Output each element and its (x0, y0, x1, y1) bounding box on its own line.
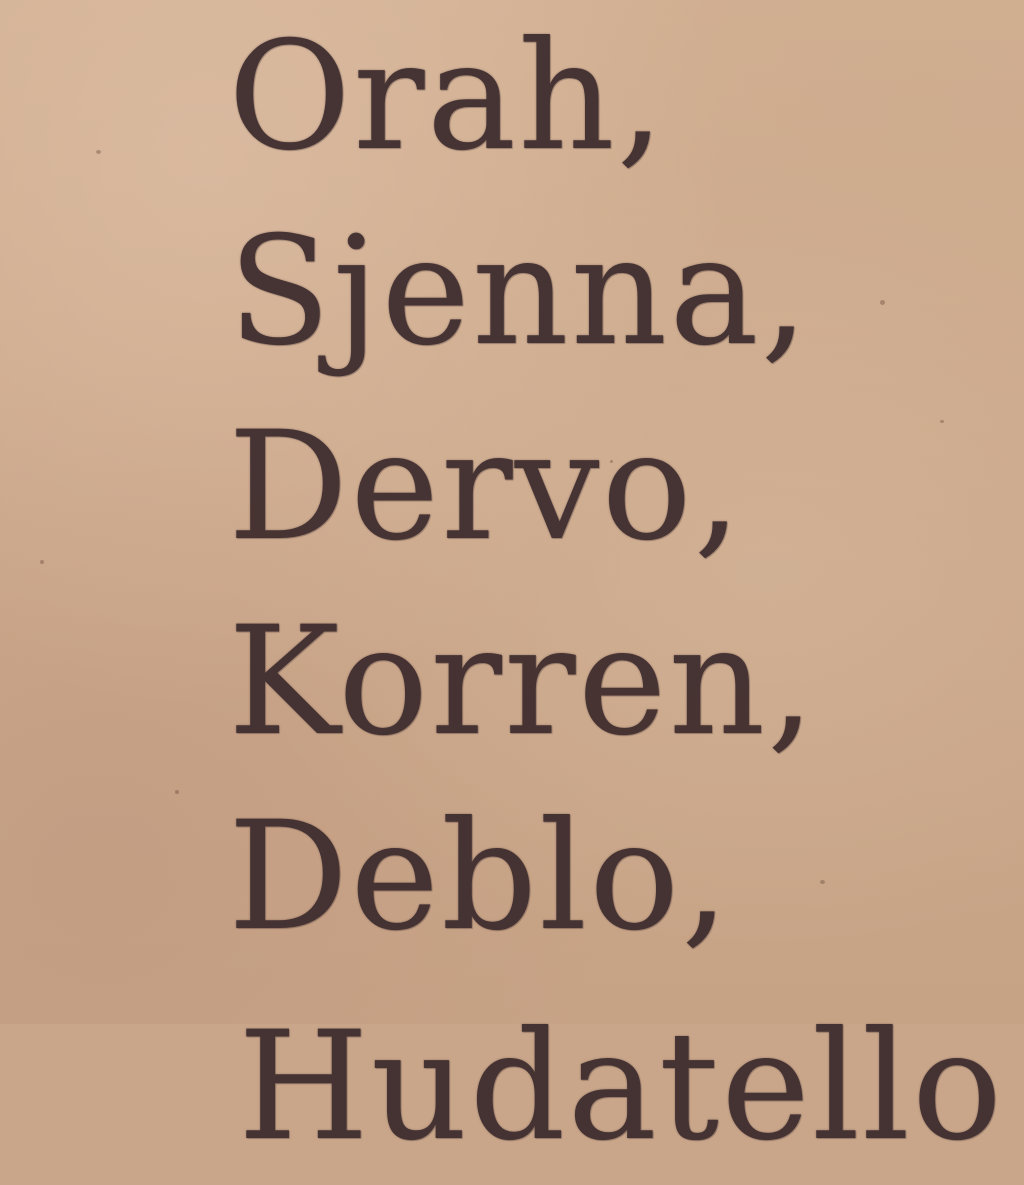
paper-speck (175, 790, 179, 794)
word-line: Dervo, (228, 400, 744, 574)
word-line: Deblo, (228, 790, 732, 964)
paper-speck (940, 420, 944, 423)
paper-speck (96, 150, 101, 154)
paper-speck (40, 560, 44, 564)
word-line: Korren, (228, 595, 817, 769)
paper-speck (820, 880, 825, 884)
word-list (228, 0, 1005, 1174)
cut-off-word-line: Hudatello (238, 1000, 1005, 1174)
word-line: Sjenna, (228, 205, 811, 379)
paper-speck (880, 300, 885, 305)
word-line: Orah, (228, 10, 667, 184)
